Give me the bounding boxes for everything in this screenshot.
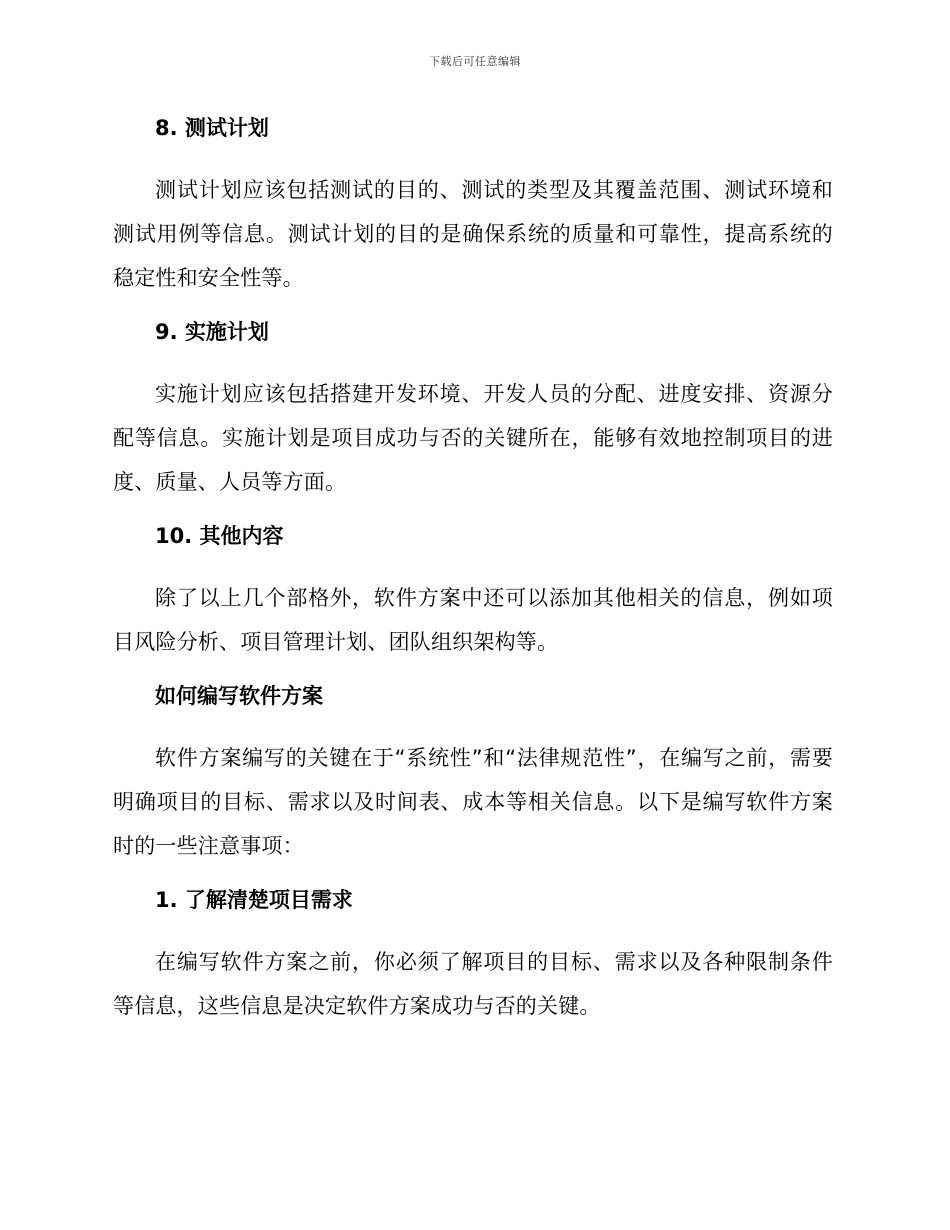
section-heading-other-content: 10. 其他内容: [155, 524, 284, 548]
section-paragraph-other-content: 除了以上几个部格外，软件方案中还可以添加其他相关的信息，例如项目风险分析、项目管理计划、团队组织架构等。: [113, 586, 833, 654]
section-heading-implementation-plan: 9. 实施计划: [155, 320, 269, 344]
page-header-note: 下载后可任意编辑: [429, 55, 521, 68]
section-paragraph-implementation-plan: 实施计划应该包括搭建开发环境、开发人员的分配、进度安排、资源分配等信息。实施计划是项目成功与否的关键所在，能够有效地控制项目的进度、质量、人员等方面。: [113, 382, 833, 494]
section-heading-how-to-write: 如何编写软件方案: [155, 684, 323, 708]
document-body: [113, 112, 833, 1044]
section-paragraph-how-to-write: 软件方案编写的关键在于“系统性”和“法律规范性”，在编写之前，需要明确项目的目标、需求以及时间表、成本等相关信息。以下是编写软件方案时的一些注意事项：: [113, 746, 833, 858]
section-paragraph-understand-requirements: 在编写软件方案之前，你必须了解项目的目标、需求以及各种限制条件等信息，这些信息是决定软件方案成功与否的关键。: [113, 950, 833, 1018]
section-heading-test-plan: 8. 测试计划: [155, 116, 269, 140]
section-paragraph-test-plan: 测试计划应该包括测试的目的、测试的类型及其覆盖范围、测试环境和测试用例等信息。测试计划的目的是确保系统的质量和可靠性，提高系统的稳定性和安全性等。: [113, 178, 833, 290]
section-heading-understand-requirements: 1. 了解清楚项目需求: [155, 888, 353, 912]
